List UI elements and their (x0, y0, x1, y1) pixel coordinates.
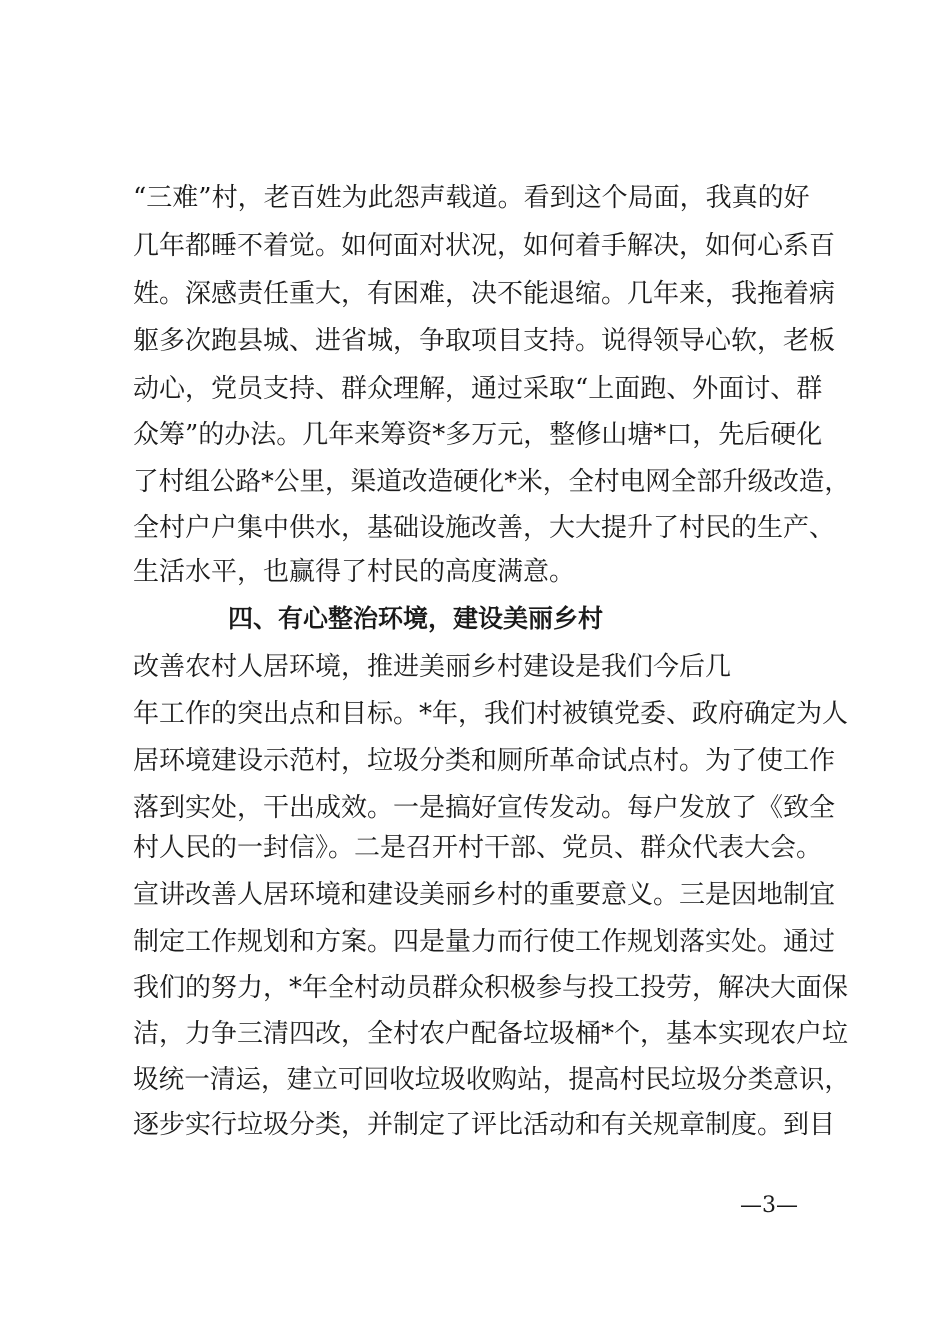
body-text-line: 躯多次跑县城、进省城，争取项目支持。说得领导心软，老板 (133, 326, 836, 356)
body-text-line: 年工作的突出点和目标。*年，我们村被镇党委、政府确定为人 (133, 699, 849, 729)
body-text-line: 制定工作规划和方案。四是量力而行使工作规划落实处。通过 (133, 927, 836, 957)
section-heading: 四、有心整治环境，建设美丽乡村 (228, 604, 604, 633)
body-text-line: 生活水平，也赢得了村民的高度满意。 (133, 557, 576, 587)
body-text-line: 居环境建设示范村，垃圾分类和厕所革命试点村。为了使工作 (133, 746, 836, 776)
body-text-line: 逐步实行垃圾分类，并制定了评比活动和有关规章制度。到目 (133, 1110, 836, 1140)
body-text-line: 圾统一清运，建立可回收垃圾收购站，提高村民垃圾分类意识， (133, 1065, 851, 1095)
body-text-line: 姓。深感责任重大，有困难，决不能退缩。几年来，我拖着病 (133, 279, 836, 309)
body-text-line: 全村户户集中供水，基础设施改善，大大提升了村民的生产、 (133, 513, 836, 543)
body-text-line: 落到实处，干出成效。一是搞好宣传发动。每户发放了《致全 (133, 793, 836, 823)
body-text-line: 众筹”的办法。几年来筹资*多万元，整修山塘*口，先后硬化 (133, 420, 823, 450)
body-text-line: 动心，党员支持、群众理解，通过采取“上面跑、外面讨、群 (133, 374, 823, 404)
body-text-line: 村人民的一封信》。二是召开村干部、党员、群众代表大会。 (133, 833, 823, 863)
body-text-line: 我们的努力，*年全村动员群众积极参与投工投劳，解决大面保 (133, 973, 849, 1003)
body-text-line: 改善农村人居环境，推进美丽乡村建设是我们今后几 (133, 652, 732, 682)
body-text-line: “三难”村，老百姓为此怨声载道。看到这个局面，我真的好 (133, 183, 810, 213)
body-text-line: 洁，力争三清四改，全村农户配备垃圾桶*个，基本实现农户垃 (133, 1019, 849, 1049)
body-text-line: 宣讲改善人居环境和建设美丽乡村的重要意义。三是因地制宜 (133, 880, 836, 910)
body-text-line: 几年都睡不着觉。如何面对状况，如何着手解决，如何心系百 (133, 231, 836, 261)
body-text-line: 了村组公路*公里，渠道改造硬化*米，全村电网全部升级改造， (133, 467, 851, 497)
page-number: —3— (740, 1193, 798, 1218)
